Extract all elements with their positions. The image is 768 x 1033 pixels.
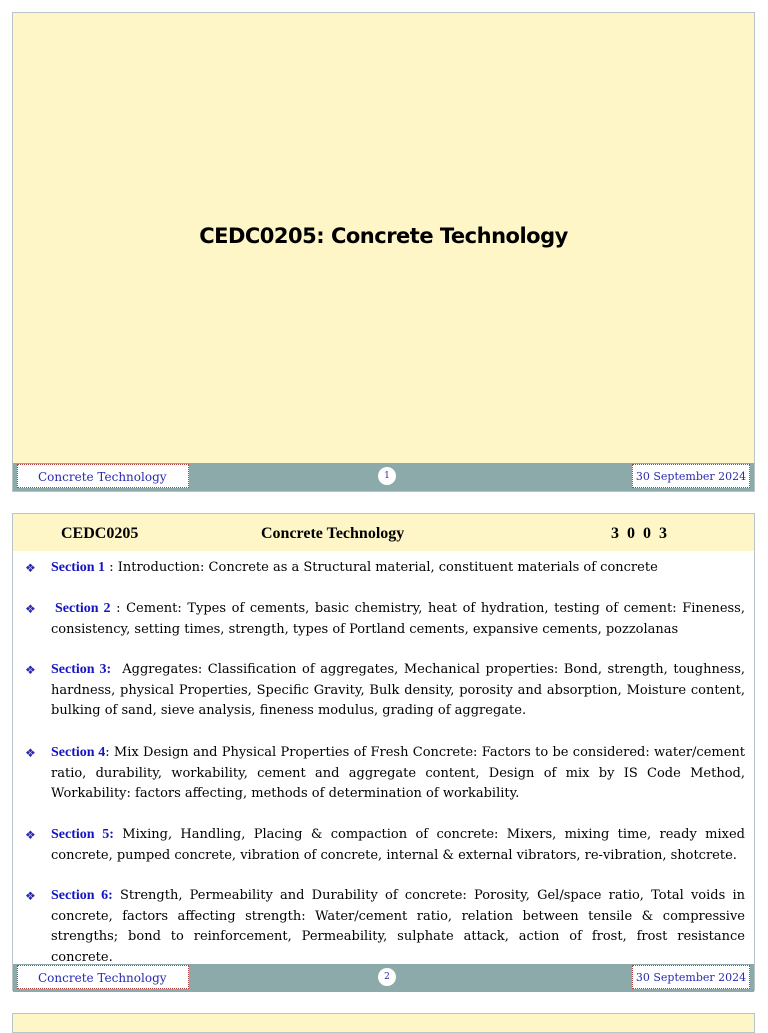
diamond-bullet-icon: ❖ (25, 746, 36, 760)
section-label: Section 3: (51, 662, 112, 677)
slide-footer (13, 964, 754, 992)
section-item (25, 660, 746, 722)
diamond-bullet-icon: ❖ (25, 889, 36, 903)
section-label: Section 2 (55, 601, 111, 616)
section-item: ❖ Section 2 : Cement: Types of cements, basic chemistry, heat of hydration, testing of cement: Fineness, consistency, setting times, strength, types of Portland cements, expansive cements, pozzolanas (25, 601, 745, 637)
next-slide-partial (12, 1013, 755, 1033)
slide-footer (13, 463, 754, 491)
page-number: 2 (378, 968, 396, 986)
footer-date: 30 September 2024 (632, 965, 750, 989)
section-text: Introduction: Concrete as a Structural material, constituent materials of concrete (117, 560, 658, 575)
course-code: CEDC0205 (61, 525, 139, 542)
section-item: ❖ Section 1 : Introduction: Concrete as a Structural material, constituent materials of concrete (51, 558, 745, 579)
syllabus-slide (12, 513, 755, 991)
section-label: Section 1 (51, 560, 106, 575)
footer-course-name: Concrete Technology (17, 965, 189, 989)
diamond-bullet-icon: ❖ (25, 828, 36, 842)
course-credits: 3 0 0 3 (611, 525, 669, 542)
diamond-bullet-icon: ❖ (25, 561, 36, 575)
section-text: Strength, Permeability and Durability of concrete: Porosity, Gel/space ratio, Total voids in concrete, factors affecting strength: Water/cement ratio, relation between tensile & compressive strengths; bond to reinforcement, Permeability, sulphate attack, action of frost, frost resistance concrete. (51, 888, 745, 965)
course-header (13, 514, 754, 551)
section-text: Cement: Types of cements, basic chemistry, heat of hydration, testing of cement: Fineness, consistency, setting times, strength, types of Portland cements, expansive cements, pozzolanas (51, 601, 745, 637)
footer-date: 30 September 2024 (632, 464, 750, 488)
page-number: 1 (378, 467, 396, 485)
section-text: Mix Design and Physical Properties of Fresh Concrete: Factors to be considered: water/cement ratio, durability, workability, cement and aggregate content, Design of mix by IS Code Method, Workability: factors affecting, methods of determination of workability. (51, 745, 746, 801)
section-label: Section 4 (51, 745, 106, 760)
section-text: Mixing, Handling, Placing & compaction of concrete: Mixers, mixing time, ready mixed concrete, pumped concrete, vibration of concrete, internal & external vibrators, re-vibration, shotcrete. (51, 827, 746, 863)
course-title: Concrete Technology (261, 525, 405, 542)
diamond-bullet-icon: ❖ (25, 663, 36, 677)
slide-title: CEDC0205: Concrete Technology (199, 224, 568, 248)
section-text: Aggregates: Classification of aggregates, Mechanical properties: Bond, strength, toughness, hardness, physical Properties, Specific Gravity, Bulk density, porosity and absorption, Moisture content, bulking of sand, sieve analysis, fineness modulus, grading of aggregate. (51, 662, 746, 718)
section-label: Section 5: (51, 827, 114, 842)
section-item: ❖ Section 4: Mix Design and Physical Properties of Fresh Concrete: Factors to be considered: water/cement ratio, durability, workability, cement and aggregate content, Design of mix by IS Code Method, Workability: factors affecting, methods of determination of workability. (25, 745, 746, 801)
title-slide (12, 12, 755, 492)
section-item (25, 825, 746, 866)
footer-course-name: Concrete Technology (17, 464, 189, 488)
diamond-bullet-icon: ❖ (25, 602, 36, 616)
section-label: Section 6: (51, 888, 113, 903)
section-item (25, 886, 745, 968)
